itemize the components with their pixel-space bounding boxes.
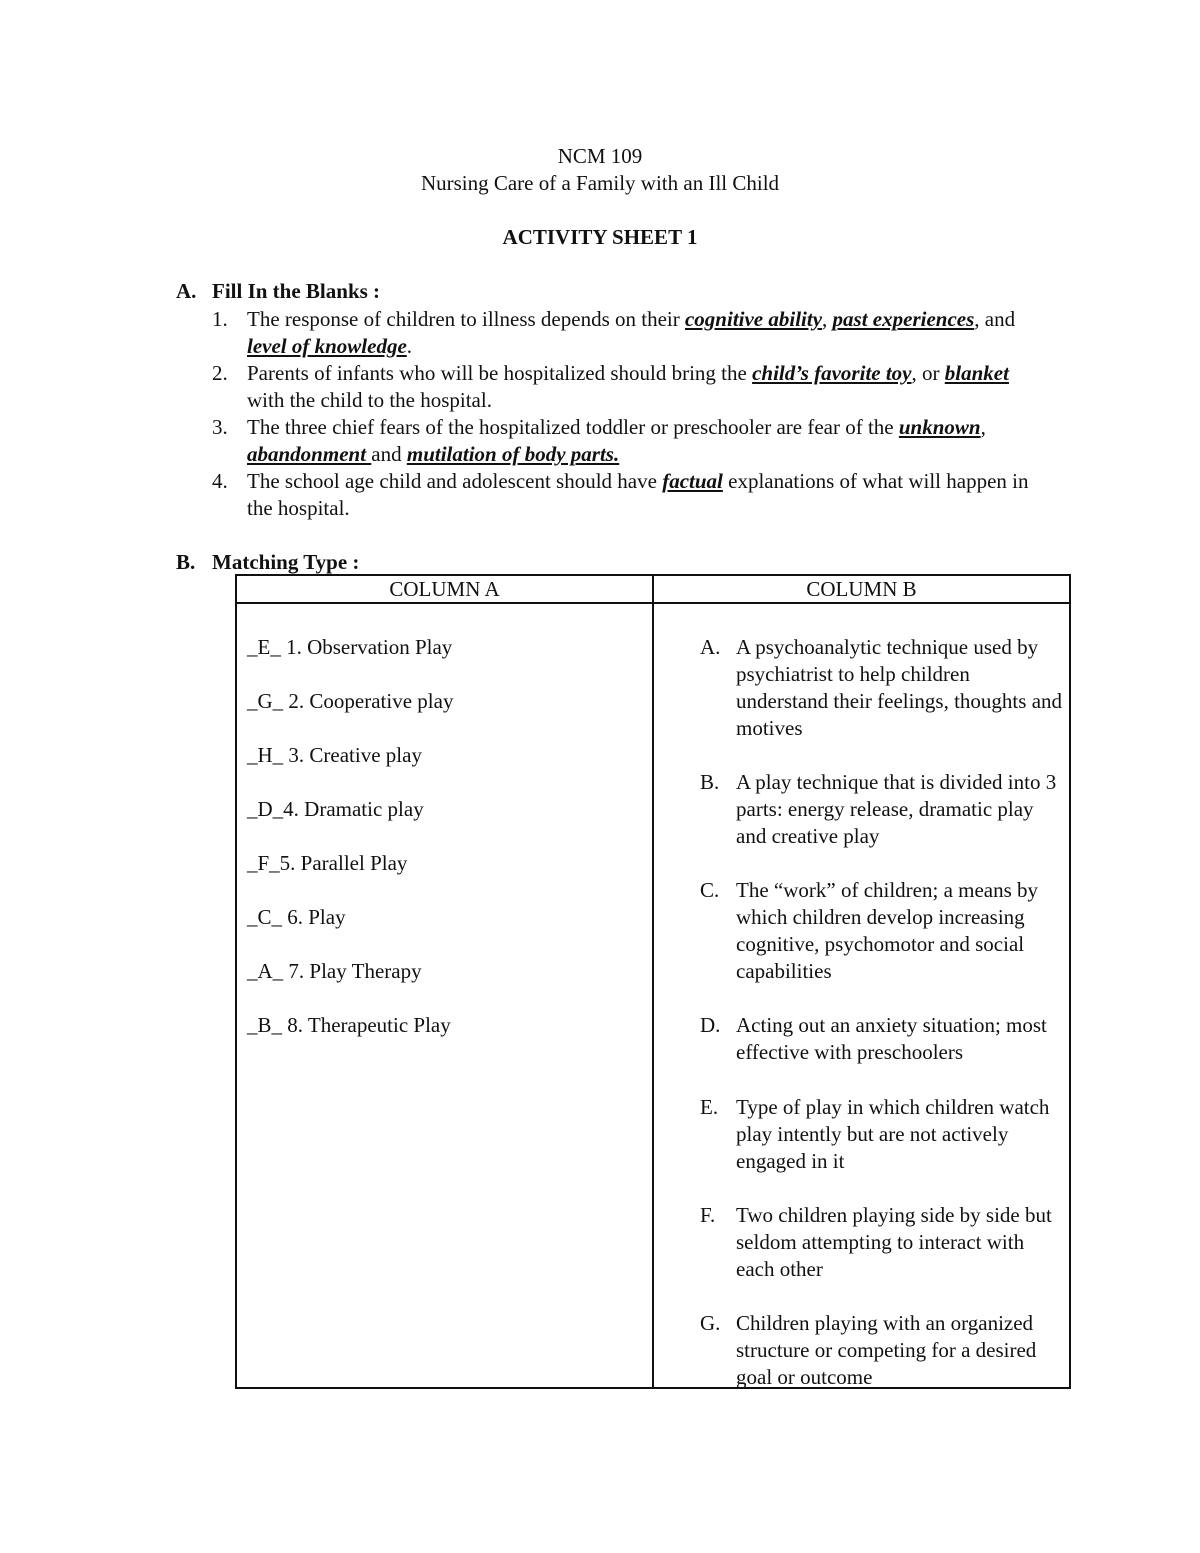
column-b-letter: B. — [700, 770, 720, 794]
sentence-text: and — [371, 442, 407, 466]
column-a-cell — [236, 603, 653, 1388]
column-a-item: _B_ 8. Therapeutic Play — [247, 1013, 451, 1037]
blank-answer: child’s favorite toy — [752, 361, 912, 385]
column-b-header: COLUMN B — [653, 575, 1070, 603]
column-a-item: _C_ 6. Play — [247, 905, 346, 929]
item-number: 3. — [212, 415, 228, 439]
column-a-item: _G_ 2. Cooperative play — [247, 689, 454, 713]
course-code: NCM 109 — [557, 144, 643, 168]
column-b-definition: A play technique that is divided into 3 parts: energy release, dramatic play and creative play — [736, 770, 1057, 848]
sheet-title: ACTIVITY SHEET 1 — [502, 225, 698, 249]
blank-answer: abandonment — [247, 442, 372, 466]
column-b-definition: Two children playing side by side but seldom attempting to interact with each other — [736, 1203, 1052, 1281]
item-text — [247, 306, 1047, 360]
column-b-definition: Children playing with an organized structure or competing for a desired goal or outcome — [736, 1311, 1037, 1389]
section-a-letter: A. — [176, 279, 197, 303]
sentence-text: The response of children to illness depends on their — [247, 307, 685, 331]
column-b-letter: C. — [700, 878, 720, 902]
column-a-item: _D_4. Dramatic play — [247, 797, 424, 821]
matching-table — [235, 574, 1071, 1389]
blank-answer: factual — [662, 469, 723, 493]
item-text — [247, 414, 1047, 468]
sentence-text: , — [822, 307, 833, 331]
column-b-definition: The “work” of children; a means by which children develop increasing cognitive, psychomotor and social capabilities — [736, 878, 1039, 983]
item-number: 2. — [212, 361, 228, 385]
column-a-header: COLUMN A — [236, 575, 653, 603]
item-text — [247, 468, 1047, 522]
section-b-letter: B. — [176, 550, 196, 574]
column-b-definition: Type of play in which children watch play intently but are not actively engaged in it — [736, 1095, 1050, 1173]
blank-answer: level of knowledge — [247, 334, 407, 358]
item-text — [247, 360, 1047, 414]
item-number: 1. — [212, 307, 228, 331]
blank-answer: cognitive ability — [684, 307, 823, 331]
column-a-item: _F_5. Parallel Play — [247, 851, 408, 875]
column-b-letter: E. — [700, 1095, 719, 1119]
column-b-letter: G. — [700, 1311, 721, 1335]
sentence-text: , — [980, 415, 986, 439]
sentence-text: with the child to the hospital. — [247, 388, 492, 412]
sentence-text: . — [406, 334, 413, 358]
blank-answer: past experiences — [832, 307, 975, 331]
column-a-item: _E_ 1. Observation Play — [247, 635, 453, 659]
column-a-item: _H_ 3. Creative play — [247, 743, 422, 767]
sentence-text: explanations of what will happen in the hospital. — [247, 469, 1029, 520]
sentence-text: The three chief fears of the hospitalized toddler or preschooler are fear of the — [247, 415, 899, 439]
column-b-letter: A. — [700, 635, 721, 659]
section-a-title: Fill In the Blanks : — [212, 279, 381, 303]
column-b-definition: Acting out an anxiety situation; most effective with preschoolers — [736, 1013, 1047, 1064]
sentence-text: , and — [974, 307, 1016, 331]
blank-answer: mutilation of body parts. — [406, 442, 620, 466]
column-b-cell — [653, 603, 1070, 1388]
column-b-letter: D. — [700, 1013, 721, 1037]
sentence-text: The school age child and adolescent should have — [247, 469, 663, 493]
item-number: 4. — [212, 469, 228, 493]
sentence-text: Parents of infants who will be hospitalized should bring the — [247, 361, 753, 385]
sentence-text: , or — [911, 361, 945, 385]
column-b-letter: F. — [700, 1203, 716, 1227]
course-subtitle: Nursing Care of a Family with an Ill Child — [420, 171, 780, 195]
column-b-definition: A psychoanalytic technique used by psychiatrist to help children understand their feelings, thoughts and motives — [736, 635, 1063, 740]
section-b-title: Matching Type : — [212, 550, 360, 574]
blank-answer: blanket — [944, 361, 1009, 385]
blank-answer: unknown — [898, 415, 981, 439]
column-a-item: _A_ 7. Play Therapy — [247, 959, 422, 983]
